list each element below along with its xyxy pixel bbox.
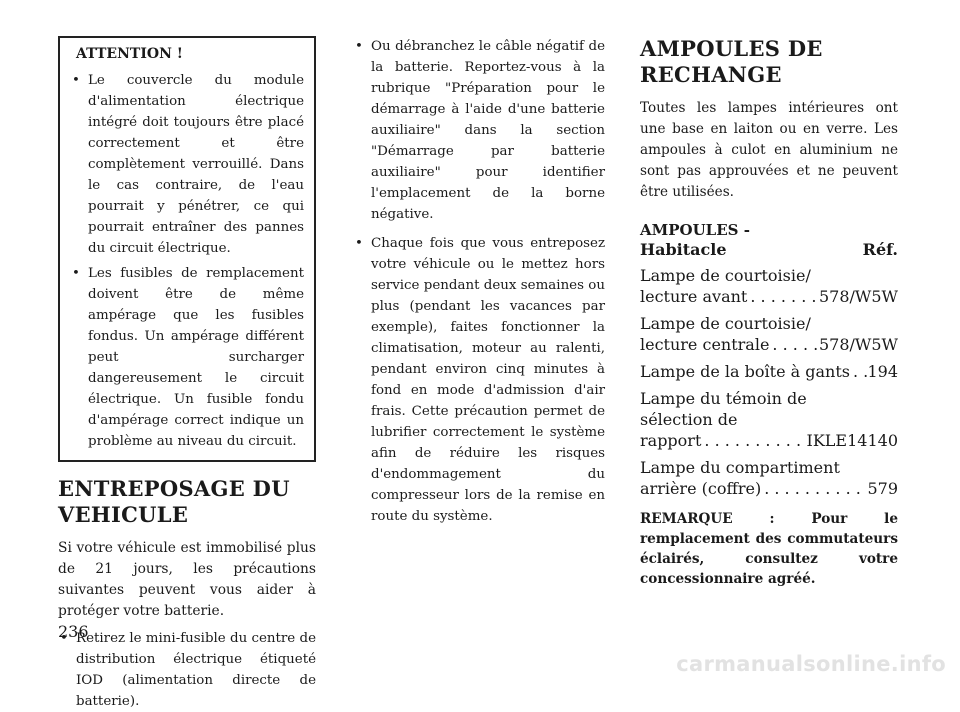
dot-leader bbox=[747, 286, 819, 307]
storage-list bbox=[58, 628, 316, 712]
column-middle bbox=[353, 36, 605, 527]
bulbs-table-header-ref: Réf. bbox=[862, 240, 898, 259]
bulbs-heading: AMPOULES DE RECHANGE bbox=[640, 36, 823, 87]
storage-item: • Retirez le mini-fusible du centre de distribution électrique étiqueté IOD (alimentation directe de batterie). bbox=[58, 628, 316, 712]
bulb-location: Lampe du compartiment bbox=[640, 458, 840, 477]
bulb-location: lecture centrale bbox=[640, 335, 770, 354]
bulb-location: Lampe de la boîte à gants bbox=[640, 362, 850, 381]
bulb-location: Lampe de courtoisie/ bbox=[640, 314, 811, 333]
bulb-location: lecture avant bbox=[640, 287, 748, 306]
bulbs-intro: Toutes les lampes intérieures ont une base en laiton ou en verre. Les ampoules à culot en aluminium ne sont pas approuvées et ne peuvent être utilisées. bbox=[640, 100, 898, 200]
dot-leader bbox=[761, 478, 867, 499]
bulb-location: sélection de bbox=[640, 410, 738, 429]
bulbs-table-header-title: AMPOULES - bbox=[640, 221, 750, 239]
bulb-location: Lampe de courtoisie/ bbox=[640, 266, 811, 285]
warning-item: • Les fusibles de remplacement doivent être de même ampérage que les fusibles fondus. Un ampérage différent peut surcharger dangereusement le circuit électrique. Un fusible fondu d'ampérage correct indique un problème au niveau du circuit. bbox=[70, 263, 304, 452]
warning-list bbox=[70, 70, 304, 452]
warning-box bbox=[58, 36, 316, 462]
bulb-row bbox=[640, 361, 898, 382]
storage-heading: ENTREPOSAGE DU VEHICULE bbox=[58, 476, 290, 528]
dot-leader bbox=[850, 361, 867, 382]
warning-item: • Le couvercle du module d'alimentation électrique intégré doit toujours être placé correctement et être complètement verrouillé. Dans le cas contraire, de l'eau pourrait y pénétrer, ce qui pourrait entraîner des pannes du circuit électrique. bbox=[70, 70, 304, 259]
column-right bbox=[640, 36, 898, 589]
bulb-reference: 578/W5W bbox=[819, 335, 898, 354]
bulb-row bbox=[640, 457, 898, 499]
bulb-location: rapport bbox=[640, 431, 702, 450]
bulb-location: arrière (coffre) bbox=[640, 479, 762, 498]
bulb-row bbox=[640, 388, 898, 451]
warning-title: ATTENTION ! bbox=[76, 46, 183, 62]
bulbs-table-header bbox=[640, 221, 898, 259]
bulbs-table bbox=[640, 265, 898, 499]
column-left bbox=[58, 36, 316, 712]
dot-leader bbox=[701, 430, 806, 451]
bulb-row bbox=[640, 265, 898, 307]
bulb-reference: 579 bbox=[867, 479, 898, 498]
page-number: 236 bbox=[58, 622, 89, 641]
storage-intro: Si votre véhicule est immobilisé plus de 21 jours, les précautions suivantes peuvent vous aider à protéger votre batterie. bbox=[58, 540, 316, 620]
bulb-reference: 578/W5W bbox=[819, 287, 898, 306]
bulbs-table-header-location: Habitacle bbox=[640, 240, 727, 259]
bulb-location: Lampe du témoin de bbox=[640, 389, 807, 408]
storage-item: • Chaque fois que vous entreposez votre véhicule ou le mettez hors service pendant deux semaines ou plus (pendant les vacances par exemple), faites fonctionner la climatisation, moteur au ralenti, pendant environ cinq minutes à fond en mode d'admission d'air frais. Cette précaution permet de lubrifier correctement le système afin de réduire les risques d'endommagement du compresseur lors de la remise en route du système. bbox=[353, 233, 605, 527]
storage-item: • Ou débranchez le câble négatif de la batterie. Reportez-vous à la rubrique "Préparation pour le démarrage à l'aide d'une batterie auxiliaire" dans la section "Démarrage par batterie auxiliaire" pour identifier l'emplacement de la borne négative. bbox=[353, 36, 605, 225]
bulbs-note: REMARQUE : Pour le remplacement des commutateurs éclairés, consultez votre concessionnaire agréé. bbox=[640, 511, 898, 587]
bulb-reference: 194 bbox=[867, 362, 898, 381]
storage-list-continued bbox=[353, 36, 605, 527]
dot-leader bbox=[769, 334, 819, 355]
bulb-reference: IKLE14140 bbox=[806, 431, 898, 450]
watermark: carmanualsonline.info bbox=[676, 652, 946, 676]
bulb-row bbox=[640, 313, 898, 355]
